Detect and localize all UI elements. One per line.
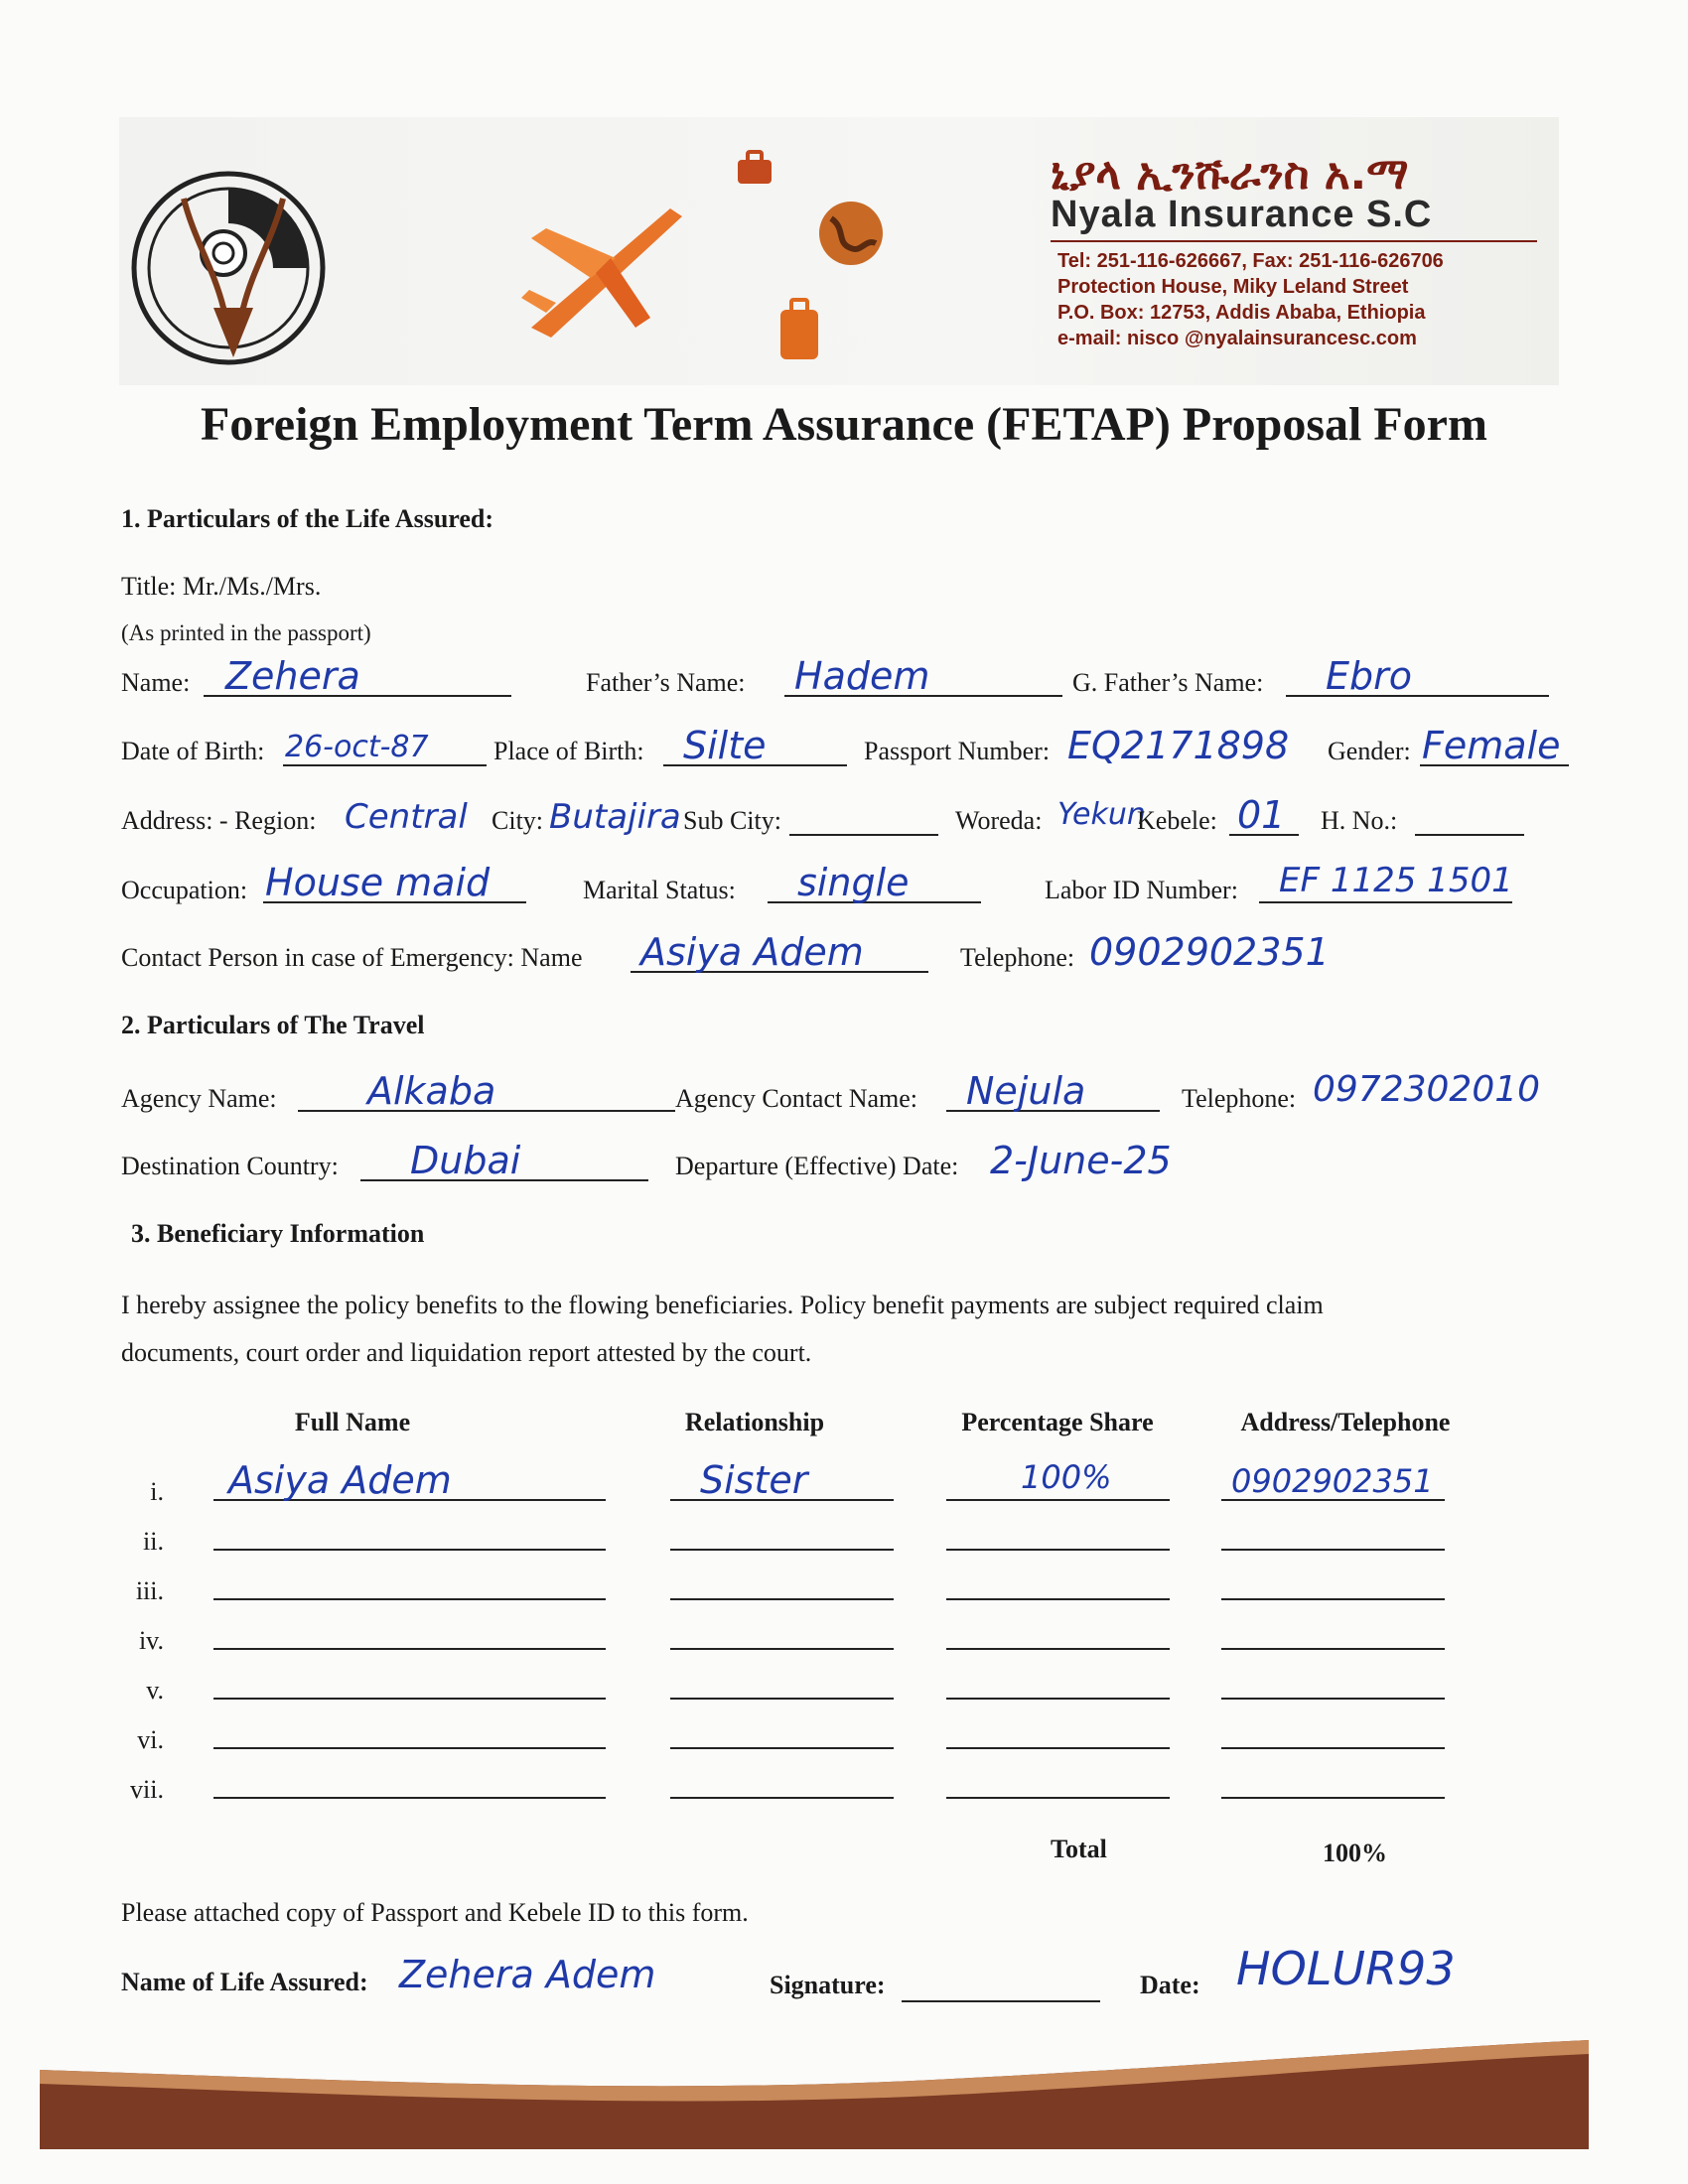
row-number: i.	[150, 1477, 164, 1506]
pob-field[interactable]	[663, 725, 847, 766]
beneficiary-share-field[interactable]	[946, 1618, 1170, 1650]
table-row	[99, 1458, 1489, 1519]
table-row	[99, 1717, 1489, 1767]
gfather-label: G. Father’s Name:	[1072, 668, 1264, 697]
section2-heading: 2. Particulars of The Travel	[121, 1011, 425, 1039]
occupation-value: House maid	[265, 861, 491, 904]
kebele-label: Kebele:	[1137, 806, 1217, 835]
beneficiary-address-field[interactable]	[1221, 1618, 1445, 1650]
company-email: e-mail: nisco @nyalainsurancesc.com	[1057, 328, 1417, 349]
father-label: Father’s Name:	[586, 668, 746, 697]
marital-field[interactable]	[768, 862, 981, 903]
beneficiary-share-field[interactable]	[946, 1458, 1170, 1501]
section1-heading: 1. Particulars of the Life Assured:	[121, 504, 494, 533]
marital-value: single	[797, 861, 910, 904]
company-address: Protection House, Miky Leland Street	[1057, 276, 1409, 298]
dob-label: Date of Birth:	[121, 737, 265, 765]
agency-contact-field[interactable]	[946, 1070, 1160, 1112]
beneficiary-name-field[interactable]	[213, 1717, 606, 1749]
beneficiary-address: 0902902351	[1231, 1462, 1434, 1500]
agency-tel-label: Telephone:	[1182, 1084, 1297, 1113]
hno-field[interactable]	[1415, 794, 1524, 836]
date-label: Date:	[1140, 1971, 1200, 1999]
beneficiary-name-field[interactable]	[213, 1519, 606, 1551]
beneficiary-relationship: Sister	[700, 1458, 808, 1502]
beneficiary-relationship-field[interactable]	[670, 1458, 894, 1502]
city-value: Butajira	[549, 797, 681, 837]
region-label: Address: - Region:	[121, 806, 317, 835]
beneficiary-share-field[interactable]	[946, 1668, 1170, 1700]
beneficiary-name-field[interactable]	[213, 1618, 606, 1650]
row-number: v.	[146, 1676, 164, 1705]
section3-heading: 3. Beneficiary Information	[131, 1219, 425, 1248]
kebele-field[interactable]	[1229, 794, 1299, 836]
agency-contact-value: Nejula	[966, 1069, 1086, 1113]
total-value: 100%	[1323, 1839, 1387, 1867]
labor-value: EF 1125 1501	[1279, 861, 1513, 900]
row-number: vii.	[130, 1775, 164, 1804]
table-row	[99, 1668, 1489, 1717]
depart-value: 2-June-25	[990, 1139, 1172, 1182]
assured-field[interactable]	[397, 1953, 725, 1996]
contact-value: Asiya Adem	[640, 930, 864, 974]
nyala-logo-icon	[124, 169, 348, 372]
hno-label: H. No.:	[1321, 806, 1398, 835]
father-value: Hadem	[794, 654, 930, 698]
dest-field[interactable]	[360, 1140, 648, 1181]
gfather-field[interactable]	[1286, 655, 1549, 697]
beneficiary-relationship-field[interactable]	[670, 1767, 894, 1799]
beneficiary-name-field[interactable]	[213, 1569, 606, 1600]
contact-field[interactable]	[631, 931, 928, 973]
gender-label: Gender:	[1328, 737, 1411, 765]
father-field[interactable]	[784, 655, 1062, 697]
company-tel: Tel: 251-116-626667, Fax: 251-116-626706	[1057, 250, 1444, 272]
col-percentage-share: Percentage Share	[961, 1408, 1154, 1436]
dest-label: Destination Country:	[121, 1152, 339, 1180]
city-field[interactable]	[549, 794, 681, 837]
beneficiary-name-field[interactable]	[213, 1767, 606, 1799]
total-label: Total	[1051, 1835, 1107, 1863]
agency-label: Agency Name:	[121, 1084, 277, 1113]
woreda-value: Yekun	[1057, 797, 1146, 832]
beneficiary-relationship-field[interactable]	[670, 1717, 894, 1749]
beneficiary-relationship-field[interactable]	[670, 1668, 894, 1700]
region-value: Central	[345, 797, 468, 837]
subcity-label: Sub City:	[683, 806, 781, 835]
subcity-field[interactable]	[789, 794, 938, 836]
company-name: Nyala Insurance S.C	[1051, 194, 1433, 235]
beneficiary-relationship-field[interactable]	[670, 1569, 894, 1600]
city-label: City:	[492, 806, 544, 835]
name-field[interactable]	[204, 655, 511, 697]
beneficiary-name-field[interactable]	[213, 1668, 606, 1700]
col-relationship: Relationship	[684, 1408, 825, 1436]
assured-value: Zehera Adem	[399, 1953, 656, 1996]
beneficiary-name: Asiya Adem	[228, 1458, 452, 1502]
beneficiary-address-field[interactable]	[1221, 1668, 1445, 1700]
company-name-amharic: ኒያላ ኢንሹራንስ አ.ማ	[1051, 149, 1409, 200]
occupation-label: Occupation:	[121, 876, 248, 904]
row-number: iii.	[135, 1576, 164, 1605]
woreda-field[interactable]	[1057, 794, 1146, 834]
company-divider	[1051, 240, 1537, 242]
beneficiary-name-field[interactable]	[213, 1458, 606, 1502]
agency-tel-field[interactable]	[1313, 1070, 1571, 1110]
table-row	[99, 1569, 1489, 1618]
beneficiary-share: 100%	[1021, 1458, 1112, 1496]
dest-value: Dubai	[410, 1139, 521, 1182]
beneficiary-share-field[interactable]	[946, 1519, 1170, 1551]
briefcase-icon	[730, 144, 779, 194]
region-field[interactable]	[343, 794, 487, 837]
gender-field[interactable]	[1420, 725, 1569, 766]
beneficiary-share-field[interactable]	[946, 1717, 1170, 1749]
beneficiary-address-field[interactable]	[1221, 1519, 1445, 1551]
beneficiary-share-field[interactable]	[946, 1569, 1170, 1600]
col-address-telephone: Address/Telephone	[1240, 1408, 1451, 1436]
date-field[interactable]	[1206, 1942, 1504, 1995]
contact-tel-label: Telephone:	[960, 943, 1075, 972]
attach-note: Please attached copy of Passport and Kebele ID to this form.	[121, 1898, 749, 1927]
company-po-box: P.O. Box: 12753, Addis Ababa, Ethiopia	[1057, 302, 1426, 324]
assured-label: Name of Life Assured:	[121, 1968, 368, 1996]
pob-value: Silte	[683, 724, 767, 767]
passport-field[interactable]	[1067, 724, 1296, 767]
agency-tel-value: 0972302010	[1313, 1069, 1541, 1110]
signature-label: Signature:	[770, 1971, 886, 1999]
depart-label: Departure (Effective) Date:	[675, 1152, 959, 1180]
beneficiary-statement-line2: documents, court order and liquidation report attested by the court.	[121, 1338, 812, 1367]
beneficiary-address-field[interactable]	[1221, 1717, 1445, 1749]
globe-icon	[816, 199, 886, 268]
row-number: iv.	[138, 1626, 164, 1655]
table-row	[99, 1618, 1489, 1668]
airplane-icon	[511, 179, 690, 347]
beneficiary-address-field[interactable]	[1221, 1569, 1445, 1600]
beneficiary-share-field[interactable]	[946, 1767, 1170, 1799]
occupation-field[interactable]	[263, 862, 526, 903]
gender-value: Female	[1422, 724, 1561, 767]
passport-label: Passport Number:	[864, 737, 1051, 765]
footer-wave-band	[40, 2040, 1589, 2149]
agency-field[interactable]	[298, 1070, 675, 1112]
dob-field[interactable]	[283, 725, 487, 766]
row-number: vi.	[137, 1725, 164, 1754]
table-row	[99, 1767, 1489, 1817]
labor-field[interactable]	[1259, 862, 1512, 903]
agency-contact-label: Agency Contact Name:	[675, 1084, 918, 1113]
agency-value: Alkaba	[367, 1069, 496, 1113]
title-label: Title: Mr./Ms./Mrs.	[121, 572, 322, 601]
woreda-label: Woreda:	[955, 806, 1043, 835]
table-row	[99, 1519, 1489, 1569]
luggage-icon	[774, 298, 824, 367]
depart-field[interactable]	[990, 1139, 1228, 1182]
passport-value: EQ2171898	[1067, 724, 1290, 767]
name-value: Zehera	[225, 654, 360, 698]
beneficiary-statement-line1: I hereby assignee the policy benefits to the flowing beneficiaries. Policy benefit payments are subject required claim	[121, 1291, 1324, 1319]
contact-tel-field[interactable]	[1087, 930, 1365, 974]
marital-label: Marital Status:	[583, 876, 736, 904]
name-label: Name:	[121, 668, 191, 697]
signature-field[interactable]	[902, 1961, 1100, 2002]
form-title: Foreign Employment Term Assurance (FETAP) Proposal Form	[201, 398, 1487, 451]
pob-label: Place of Birth:	[493, 737, 644, 765]
beneficiary-relationship-field[interactable]	[670, 1618, 894, 1650]
beneficiary-address-field[interactable]	[1221, 1462, 1445, 1501]
passport-note: (As printed in the passport)	[121, 620, 371, 645]
dob-value: 26-oct-87	[285, 730, 429, 764]
contact-label: Contact Person in case of Emergency: Name	[121, 943, 583, 972]
col-full-name: Full Name	[294, 1408, 411, 1436]
date-value: HOLUR93	[1236, 1942, 1456, 1995]
kebele-value: 01	[1237, 793, 1286, 837]
beneficiary-address-field[interactable]	[1221, 1767, 1445, 1799]
gfather-value: Ebro	[1326, 654, 1413, 698]
beneficiary-relationship-field[interactable]	[670, 1519, 894, 1551]
labor-label: Labor ID Number:	[1045, 876, 1238, 904]
row-number: ii.	[143, 1527, 164, 1556]
contact-tel-value: 0902902351	[1089, 930, 1330, 974]
